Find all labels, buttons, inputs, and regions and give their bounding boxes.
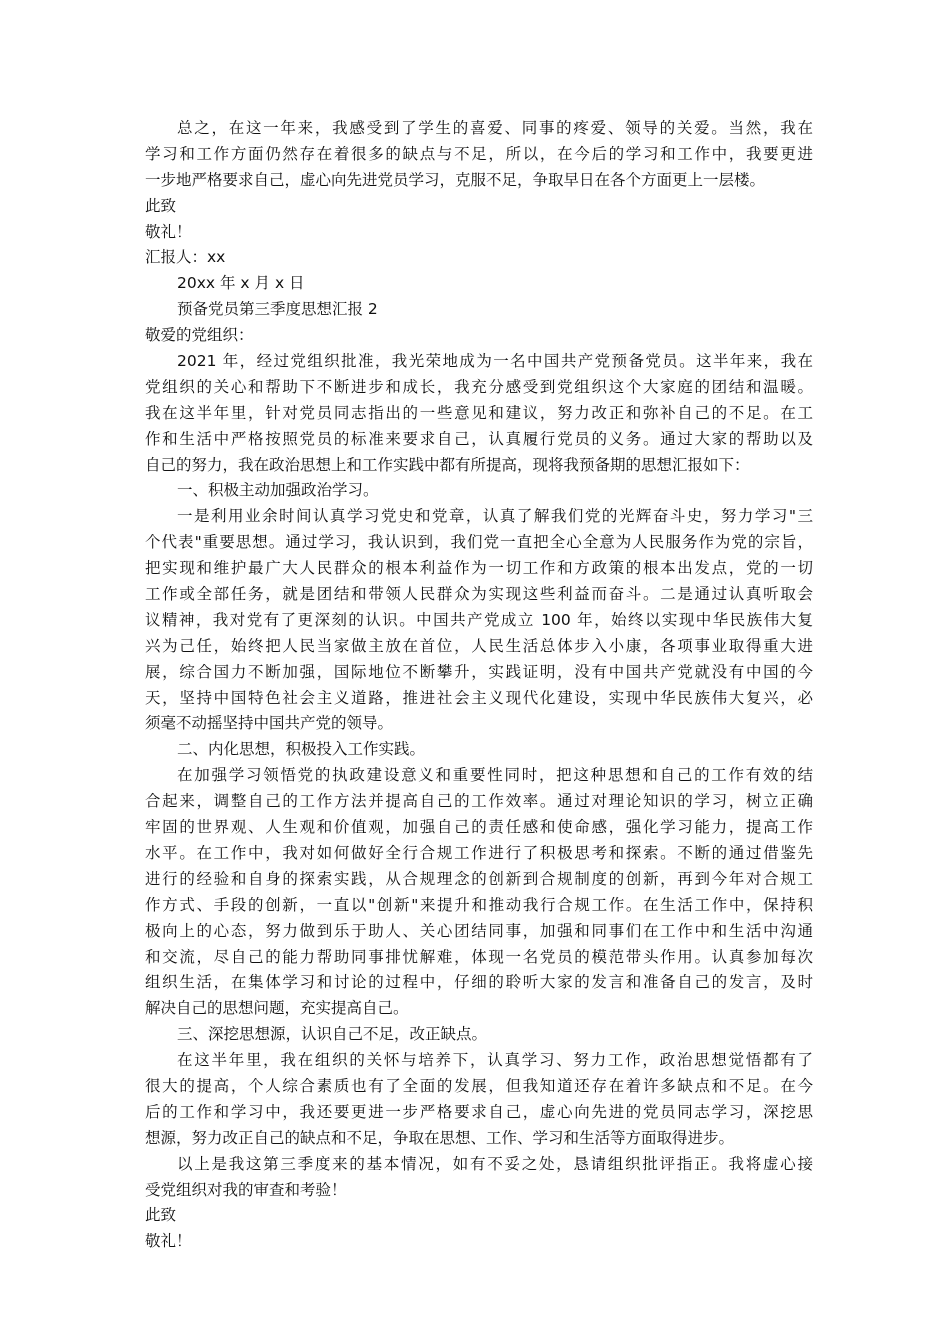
paragraph-p13 <box>145 1022 813 1048</box>
text-line: 此致 <box>145 1206 177 1225</box>
text-line: 敬礼！ <box>145 222 192 241</box>
text-line: 兴为己任，始终把人民当家做主放在首位，人民生活总体步入小康，各项事业取得重大进 <box>145 636 813 655</box>
text-line: 一是利用业余时间认真学习党史和党章，认真了解我们党的光辉奋斗史，努力学习"三 <box>177 507 813 526</box>
text-line: 党组织的关心和帮助下不断进步和成长，我充分感受到党组织这个大家庭的团结和温暖。 <box>145 377 813 396</box>
text-line: 解决自己的思想问题，充实提高自己。 <box>145 999 409 1018</box>
text-line: 三、深挖思想源，认识自己不足，改正缺点。 <box>177 1025 488 1044</box>
text-line: 合起来，调整自己的工作方法并提高自己的工作效率。通过对理论知识的学习，树立正确 <box>145 792 813 811</box>
text-line: 自己的努力，我在政治思想上和工作实践中都有所提高，现将我预备期的思想汇报如下： <box>145 455 750 474</box>
paragraph-p14 <box>145 1048 813 1152</box>
text-line: 很大的提高，个人综合素质也有了全面的发展，但我知道还存在着许多缺点和不足。在今 <box>145 1076 813 1095</box>
paragraph-p15 <box>145 1152 813 1204</box>
text-line: 作和生活中严格按照党员的标准来要求自己，认真履行党员的义务。通过大家的帮助以及 <box>145 429 813 448</box>
text-line: 20xx 年 x 月 x 日 <box>177 274 305 293</box>
text-line: 在这半年里，我在组织的关怀与培养下，认真学习、努力工作，政治思想觉悟都有了 <box>177 1051 813 1070</box>
paragraph-p10 <box>145 504 813 737</box>
text-line: 我在这半年里，针对党员同志指出的一些意见和建议，努力改正和弥补自己的不足。在工 <box>145 403 813 422</box>
text-line: 2021 年，经过党组织批准，我光荣地成为一名中国共产党预备党员。这半年来，我在 <box>177 352 813 371</box>
text-line: 此致 <box>145 196 177 215</box>
text-line: 把实现和维护最广大人民群众的根本利益作为一切工作和方政策的根本出发点，党的一切 <box>145 559 813 578</box>
text-line: 敬爱的党组织： <box>145 326 254 345</box>
text-line: 和交流，尽自己的能力帮助同事排忧解难，体现一名党员的模范带头作用。认真参加每次 <box>145 947 813 966</box>
text-line: 总之，在这一年来，我感受到了学生的喜爱、同事的疼爱、领导的关爱。当然，我在 <box>177 119 813 137</box>
text-line: 议精神，我对党有了更深刻的认识。中国共产党成立 100 年，始终以实现中华民族伟大复 <box>145 610 813 629</box>
text-line: 水平。在工作中，我对如何做好全行合规工作进行了积极思考和探索。不断的通过借鉴先 <box>145 843 813 862</box>
text-line: 进行的经验和自身的探索实践，从合规理念的创新到合规制度的创新，再到今年对合规工 <box>145 869 813 888</box>
text-line: 受党组织对我的审查和考验！ <box>145 1180 347 1199</box>
text-line: 汇报人：xx <box>145 248 226 267</box>
paragraph-p17 <box>145 1229 813 1255</box>
paragraph-p9 <box>145 478 813 504</box>
paragraph-p7 <box>145 323 813 349</box>
paragraph-p5 <box>145 271 813 297</box>
text-line: 在加强学习领悟党的执政建设意义和重要性同时，把这种思想和自己的工作有效的结 <box>177 766 813 785</box>
text-line: 想源，努力改正自己的缺点和不足，争取在思想、工作、学习和生活等方面取得进步。 <box>145 1128 735 1147</box>
text-line: 工作或全部任务，就是团结和带领人民群众为实现这些利益而奋斗。二是通过认真听取会 <box>145 585 813 604</box>
paragraph-p6 <box>145 297 813 323</box>
paragraph-p11 <box>145 737 813 763</box>
text-line: 须毫不动摇坚持中国共产党的领导。 <box>145 714 394 733</box>
paragraph-p8 <box>145 349 813 478</box>
text-line: 一步地严格要求自己，虚心向先进党员学习，克服不足，争取早日在各个方面更上一层楼。 <box>145 170 766 189</box>
text-line: 学习和工作方面仍然存在着很多的缺点与不足，所以，在今后的学习和工作中，我要更进 <box>145 144 813 163</box>
text-line: 以上是我这第三季度来的基本情况，如有不妥之处，恳请组织批评指正。我将虚心接 <box>177 1154 813 1173</box>
text-line: 预备党员第三季度思想汇报 2 <box>177 300 378 319</box>
text-line: 天，坚持中国特色社会主义道路，推进社会主义现代化建设，实现中华民族伟大复兴，必 <box>145 688 813 707</box>
text-line: 二、内化思想，积极投入工作实践。 <box>177 740 426 759</box>
paragraph-p16 <box>145 1203 813 1229</box>
paragraph-p3 <box>145 220 813 246</box>
document-page <box>145 116 813 1255</box>
text-line: 一、积极主动加强政治学习。 <box>177 481 379 500</box>
paragraph-p2 <box>145 194 813 220</box>
text-line: 组织生活，在集体学习和讨论的过程中，仔细的聆听大家的发言和准备自己的发言，及时 <box>145 973 813 992</box>
paragraph-p4 <box>145 245 813 271</box>
text-line: 极向上的心态，努力做到乐于助人、关心团结同事，加强和同事们在工作中和生活中沟通 <box>145 921 813 940</box>
paragraph-p1 <box>145 116 813 194</box>
text-line: 后的工作和学习中，我还要更进一步严格要求自己，虚心向先进的党员同志学习，深挖思 <box>145 1102 813 1121</box>
paragraph-p12 <box>145 763 813 1022</box>
text-line: 个代表"重要思想。通过学习，我认识到，我们党一直把全心全意为人民服务作为党的宗旨， <box>145 533 813 552</box>
text-line: 牢固的世界观、人生观和价值观，加强自己的责任感和使命感，强化学习能力，提高工作 <box>145 818 813 837</box>
text-line: 作方式、手段的创新，一直以"创新"来提升和推动我行合规工作。在生活工作中，保持积 <box>145 895 813 914</box>
text-line: 敬礼！ <box>145 1232 192 1251</box>
text-line: 展，综合国力不断加强，国际地位不断攀升，实践证明，没有中国共产党就没有中国的今 <box>145 662 813 681</box>
